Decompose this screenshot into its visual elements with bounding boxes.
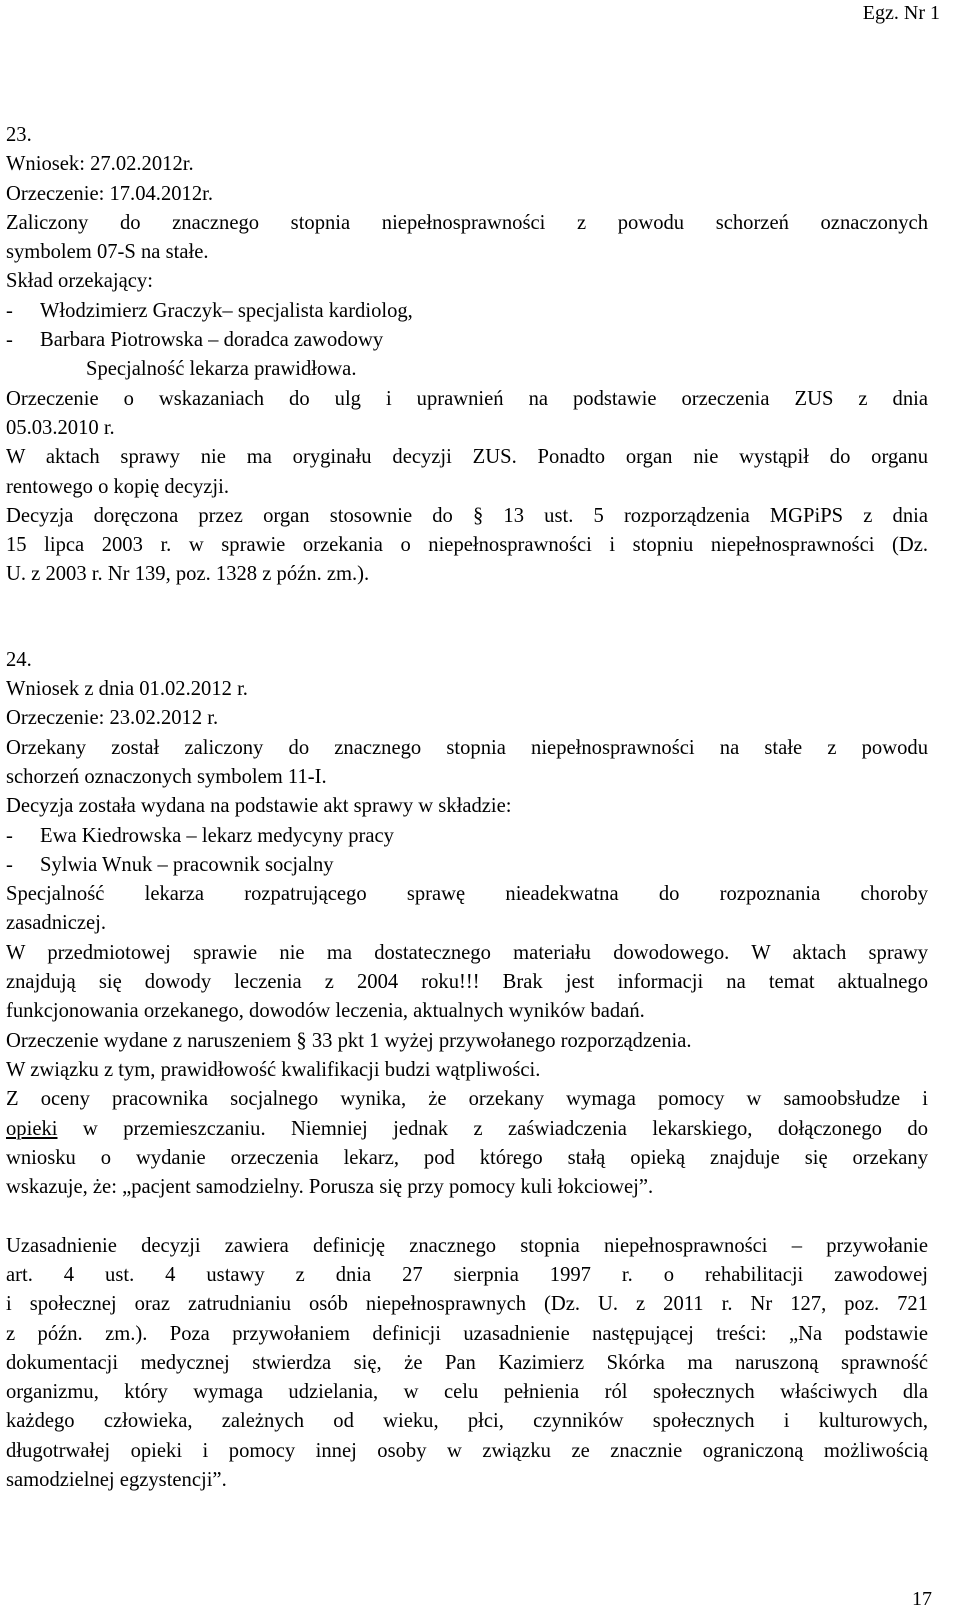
line-text: Wniosek: 27.02.2012r.	[6, 153, 194, 176]
list-bullet: -	[6, 299, 13, 322]
text-line	[6, 473, 928, 502]
text-line	[6, 385, 928, 414]
text-line	[6, 414, 928, 443]
page-header: Egz. Nr 1	[862, 2, 940, 24]
text-line	[6, 443, 928, 472]
text-line	[6, 209, 928, 238]
line-text: wniosku o wydanie orzeczenia lekarz, pod którego stałą opieką znajduje się orzekany	[6, 1146, 928, 1169]
line-text: Orzeczenie wydane z naruszeniem § 33 pkt 1 wyżej przywołanego rozporządzenia.	[6, 1029, 692, 1052]
list-item	[6, 822, 928, 851]
line-text: w przemieszczaniu. Niemniej jednak z zaświadczenia lekarskiego, dołączonego do	[57, 1117, 928, 1140]
text-line	[6, 238, 928, 267]
line-text: Zaliczony do znacznego stopnia niepełnosprawności z powodu schorzeń oznaczonych	[6, 211, 928, 234]
line-text: 23.	[6, 124, 32, 146]
text-line	[6, 1056, 928, 1085]
text-line	[6, 150, 928, 179]
text-line	[6, 560, 928, 589]
text-line	[6, 1320, 928, 1349]
text-line	[6, 909, 928, 938]
text-line	[6, 997, 928, 1026]
line-text: i społecznej oraz zatrudnianiu osób niepełnosprawnych (Dz. U. z 2011 r. Nr 127, poz. 721	[6, 1293, 928, 1316]
text-line	[6, 880, 928, 909]
line-text: Specjalność lekarza prawidłowa.	[86, 358, 357, 381]
line-text: Sylwia Wnuk – pracownik socjalny	[40, 853, 334, 876]
text-line	[6, 1466, 928, 1495]
line-text: W aktach sprawy nie ma oryginału decyzji ZUS. Ponadto organ nie wystąpił do organu	[6, 446, 928, 469]
text-line	[6, 1407, 928, 1436]
line-text: Skład orzekający:	[6, 270, 153, 293]
line-text: zasadniczej.	[6, 912, 107, 935]
text-line	[6, 1378, 928, 1407]
line-text: Specjalność lekarza rozpatrującego sprawę nieadekwatna do rozpoznania choroby	[6, 883, 928, 906]
line-text: organizmu, który wymaga udzielania, w celu pełnienia ról społecznych właściwych dla	[6, 1381, 928, 1404]
line-text: każdego człowieka, zależnych od wieku, płci, czynników społecznych i kulturowych,	[6, 1410, 928, 1433]
text-line	[6, 531, 928, 560]
line-text: funkcjonowania orzekanego, dowodów leczenia, aktualnych wyników badań.	[6, 1000, 645, 1023]
list-item	[6, 851, 928, 880]
line-text: U. z 2003 r. Nr 139, poz. 1328 z późn. zm.).	[6, 563, 370, 586]
line-text: Barbara Piotrowska – doradca zawodowy	[40, 329, 384, 352]
text-line	[6, 1232, 928, 1261]
text-line	[6, 355, 928, 384]
line-text: 24.	[6, 648, 32, 671]
list-bullet: -	[6, 853, 13, 876]
line-text: Orzeczenie: 23.02.2012 r.	[6, 707, 219, 730]
paragraph-gap	[6, 590, 928, 646]
line-text: Ewa Kiedrowska – lekarz medycyny pracy	[40, 824, 394, 847]
text-line	[6, 763, 928, 792]
line-text: samodzielnej egzystencji”.	[6, 1469, 227, 1492]
line-text: W przedmiotowej sprawie nie ma dostatecznego materiału dowodowego. W aktach sprawy	[6, 941, 928, 964]
line-text: Włodzimierz Graczyk– specjalista kardiolog,	[40, 299, 413, 322]
text-line	[6, 502, 928, 531]
text-line	[6, 1027, 928, 1056]
line-text: rentowego o kopię decyzji.	[6, 475, 230, 498]
text-line	[6, 1437, 928, 1466]
paragraph-gap	[6, 1202, 928, 1231]
line-text: Uzasadnienie decyzji zawiera definicję znacznego stopnia niepełnosprawności – przywołanie	[6, 1234, 928, 1257]
list-item	[6, 297, 928, 326]
line-text: W związku z tym, prawidłowość kwalifikacji budzi wątpliwości.	[6, 1058, 541, 1081]
page-number: 17	[912, 1588, 932, 1610]
line-text: długotrwałej opieki i pomocy innej osoby w związku ze znacznie ograniczoną możliwością	[6, 1439, 928, 1462]
text-line	[6, 734, 928, 763]
line-text: wskazuje, że: „pacjent samodzielny. Porusza się przy pomocy kuli łokciowej”.	[6, 1176, 654, 1199]
text-line	[6, 675, 928, 704]
list-bullet: -	[6, 329, 13, 352]
line-text: art. 4 ust. 4 ustawy z dnia 27 sierpnia 1997 r. o rehabilitacji zawodowej	[6, 1263, 928, 1286]
line-text: z późn. zm.). Poza przywołaniem definicji uzasadnienie następującej treści: „Na podstawie	[6, 1322, 928, 1345]
document-body	[6, 121, 928, 1495]
line-text: Decyzja została wydana na podstawie akt sprawy w składzie:	[6, 795, 512, 818]
text-line	[6, 1261, 928, 1290]
text-line	[6, 180, 928, 209]
text-line	[6, 792, 928, 821]
text-line	[6, 646, 928, 675]
text-line	[6, 1349, 928, 1378]
line-text: znajdują się dowody leczenia z 2004 roku!!! Brak jest informacji na temat aktualnego	[6, 971, 928, 994]
list-item	[6, 326, 928, 355]
line-text: dokumentacji medycznej stwierdza się, że Pan Kazimierz Skórka ma naruszoną sprawność	[6, 1351, 928, 1374]
text-line	[6, 1173, 928, 1202]
line-text: Z oceny pracownika socjalnego wynika, że orzekany wymaga pomocy w samoobsłudze i	[6, 1088, 928, 1111]
text-line	[6, 1144, 928, 1173]
line-text: Wniosek z dnia 01.02.2012 r.	[6, 678, 248, 701]
list-bullet: -	[6, 824, 13, 847]
text-line	[6, 267, 928, 296]
line-text: symbolem 07-S na stałe.	[6, 241, 209, 264]
text-line	[6, 1115, 928, 1144]
text-line	[6, 968, 928, 997]
text-line	[6, 704, 928, 733]
text-line	[6, 1085, 928, 1114]
text-line	[6, 1290, 928, 1319]
line-text: Orzeczenie o wskazaniach do ulg i uprawnień na podstawie orzeczenia ZUS z dnia	[6, 387, 928, 410]
line-text: Orzeczenie: 17.04.2012r.	[6, 182, 214, 205]
line-text: Decyzja doręczona przez organ stosownie do § 13 ust. 5 rozporządzenia MGPiPS z dnia	[6, 504, 928, 527]
line-text: 05.03.2010 r.	[6, 416, 115, 439]
text-line	[6, 121, 928, 150]
underlined-word: opieki	[6, 1117, 58, 1140]
text-line	[6, 939, 928, 968]
line-text: schorzeń oznaczonych symbolem 11-I.	[6, 765, 327, 788]
line-text: 15 lipca 2003 r. w sprawie orzekania o niepełnosprawności i stopniu niepełnosprawności (Dz.	[6, 534, 928, 557]
line-text: Orzekany został zaliczony do znacznego stopnia niepełnosprawności na stałe z powodu	[6, 736, 928, 759]
